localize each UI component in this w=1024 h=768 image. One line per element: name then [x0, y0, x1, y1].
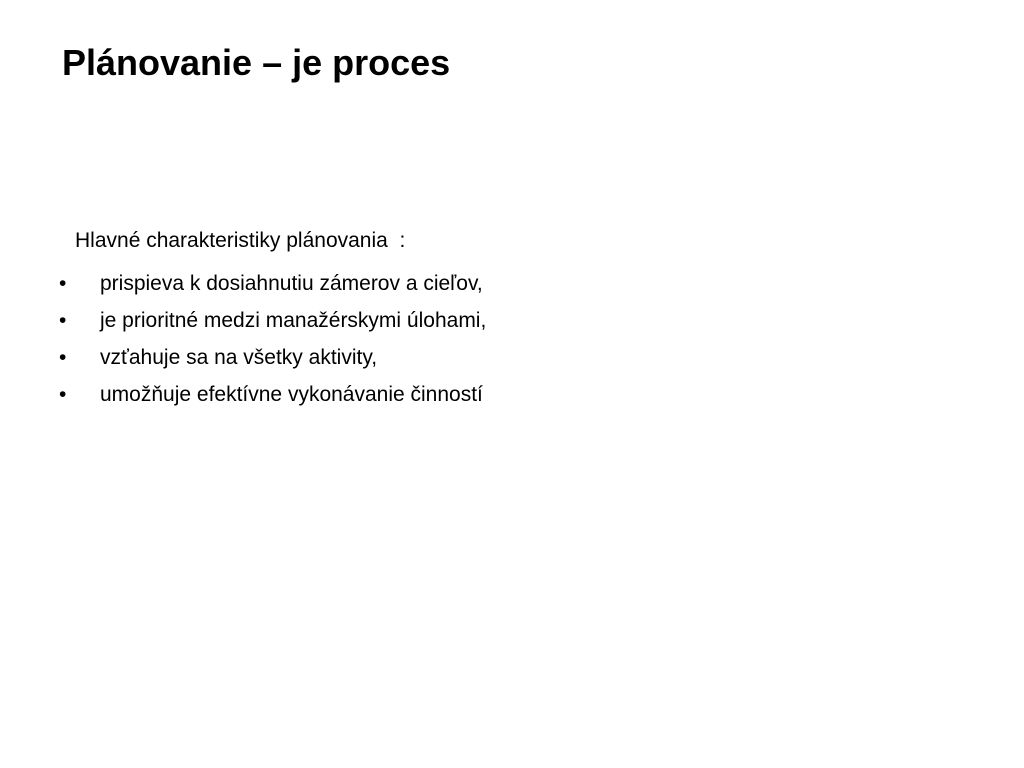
- bullet-text: je prioritné medzi manažérskymi úlohami,: [100, 309, 487, 332]
- intro-text: Hlavné charakteristiky plánovania :: [75, 229, 406, 252]
- slide-title: Plánovanie – je proces: [62, 42, 451, 83]
- bullet-text: vzťahuje sa na všetky aktivity,: [100, 346, 378, 369]
- bullet-icon: •: [59, 309, 67, 332]
- bullet-text: umožňuje efektívne vykonávanie činností: [100, 383, 483, 406]
- bullet-icon: •: [59, 272, 67, 295]
- bullet-icon: •: [59, 383, 67, 406]
- bullet-text: prispieva k dosiahnutiu zámerov a cieľov,: [100, 272, 483, 295]
- bullet-icon: •: [59, 346, 67, 369]
